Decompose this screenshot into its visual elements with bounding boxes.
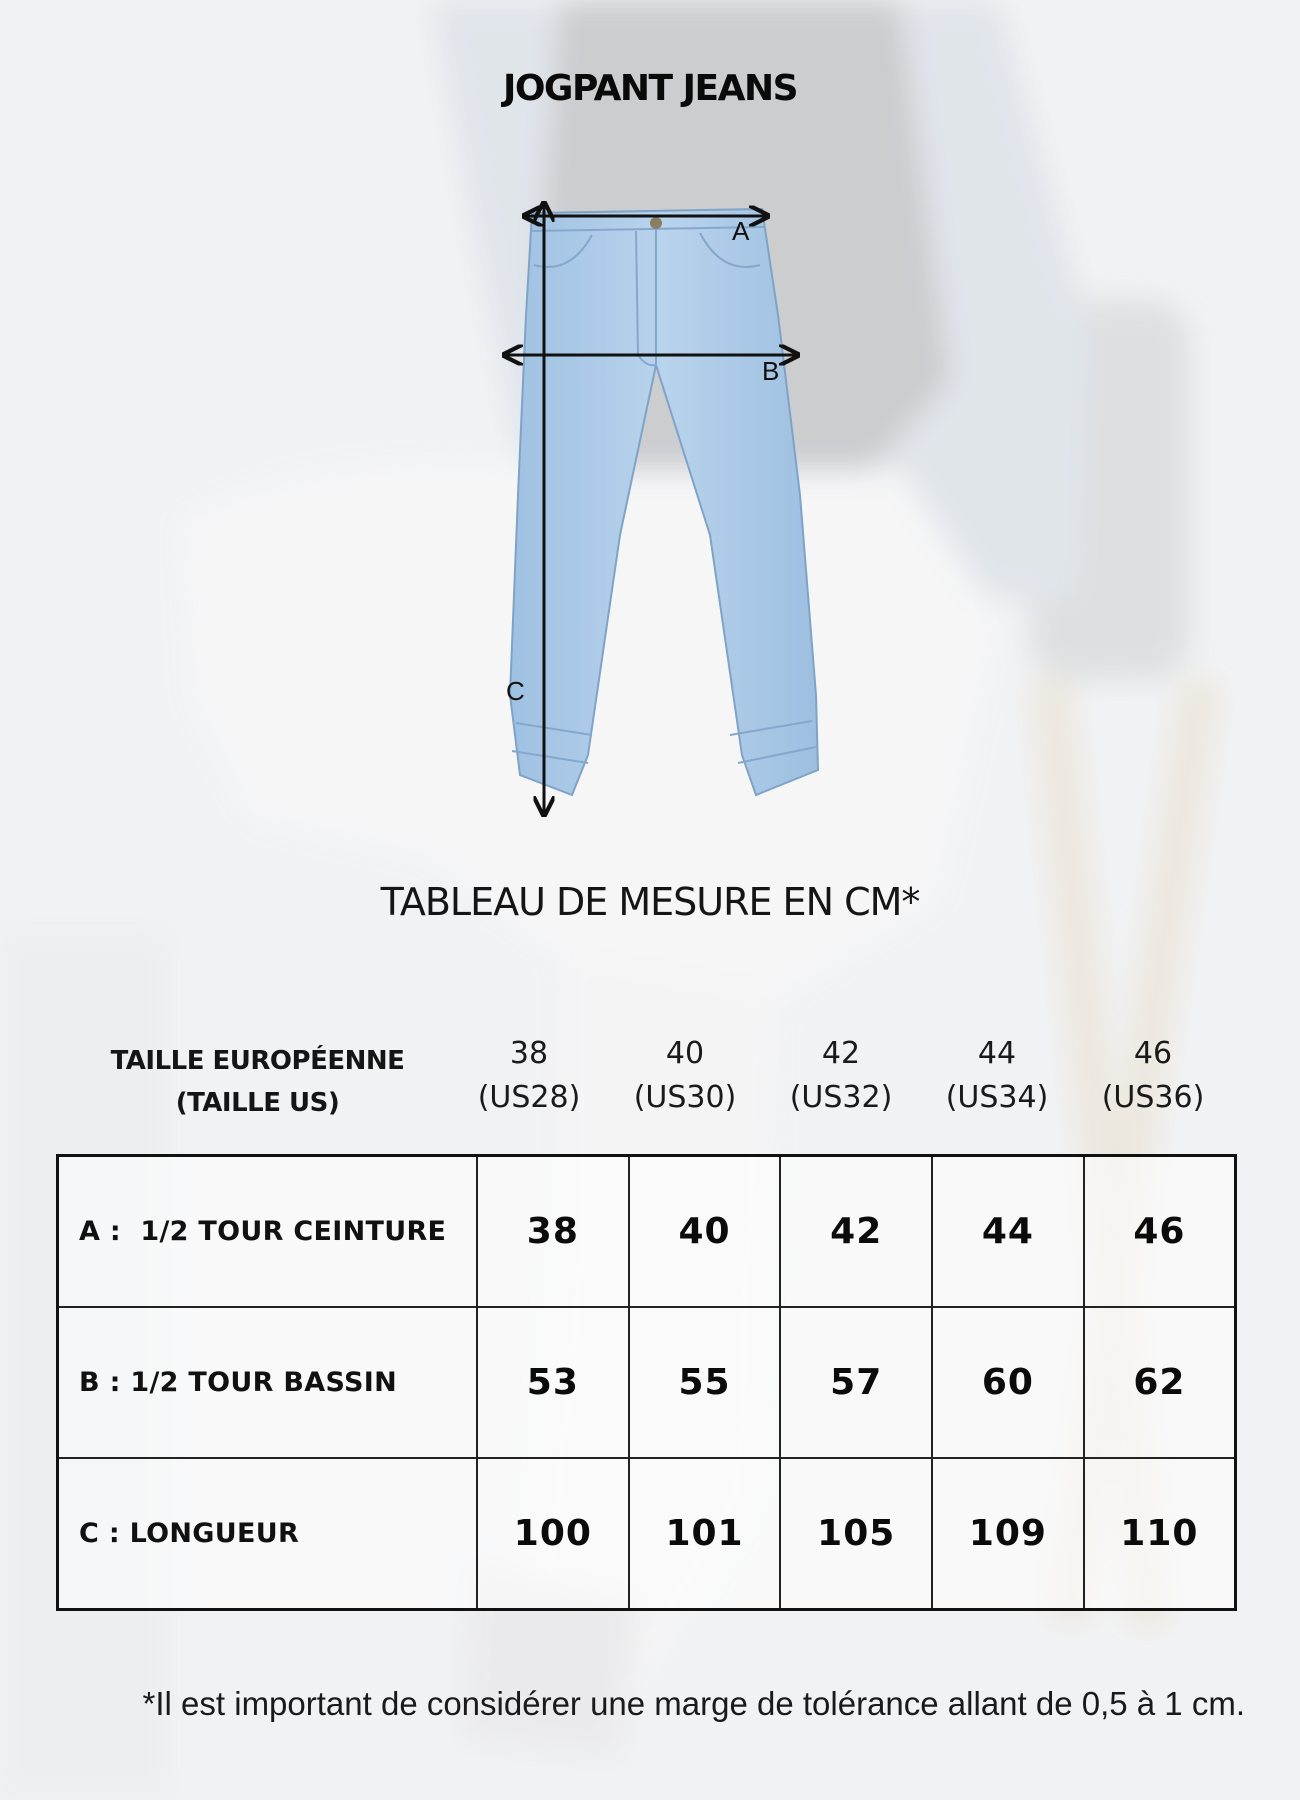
table-cell: 100 bbox=[477, 1458, 629, 1610]
size-eu: 40 bbox=[665, 1036, 705, 1071]
table-row bbox=[58, 1458, 1236, 1610]
table-cell: 38 bbox=[477, 1156, 629, 1308]
table-cell: 42 bbox=[780, 1156, 932, 1308]
size-column-42 bbox=[763, 1032, 919, 1120]
diagram-label-a: A bbox=[732, 216, 750, 246]
table-cell: 105 bbox=[780, 1458, 932, 1610]
size-us: (US28) bbox=[477, 1080, 581, 1115]
table-cell: 62 bbox=[1084, 1307, 1236, 1458]
table-row bbox=[58, 1307, 1236, 1458]
size-header-line1: TAILLE EUROPÉENNE bbox=[110, 1046, 405, 1076]
size-column-38 bbox=[451, 1032, 607, 1120]
size-us: (US32) bbox=[789, 1080, 893, 1115]
size-column-40 bbox=[607, 1032, 763, 1120]
table-cell: 44 bbox=[932, 1156, 1084, 1308]
table-cell: 46 bbox=[1084, 1156, 1236, 1308]
table-row bbox=[58, 1156, 1236, 1308]
size-eu: 42 bbox=[821, 1036, 861, 1071]
table-cell: 60 bbox=[932, 1307, 1084, 1458]
size-us: (US30) bbox=[633, 1080, 737, 1115]
row-label-waist: A : 1/2 TOUR CEINTURE bbox=[58, 1156, 478, 1308]
size-us: (US36) bbox=[1101, 1080, 1205, 1115]
row-label-hip: B : 1/2 TOUR BASSIN bbox=[58, 1307, 478, 1458]
size-header-label bbox=[100, 1040, 415, 1124]
jeans-diagram bbox=[460, 195, 840, 825]
size-eu: 44 bbox=[977, 1036, 1017, 1071]
row-label-length: C : LONGUEUR bbox=[58, 1458, 478, 1610]
table-cell: 53 bbox=[477, 1307, 629, 1458]
table-cell: 101 bbox=[629, 1458, 781, 1610]
table-subtitle: TABLEAU DE MESURE EN CM* bbox=[380, 880, 920, 924]
size-us: (US34) bbox=[945, 1080, 1049, 1115]
table-cell: 55 bbox=[629, 1307, 781, 1458]
size-eu: 46 bbox=[1133, 1036, 1173, 1071]
jeans-illustration bbox=[510, 209, 818, 795]
measurement-table bbox=[56, 1154, 1237, 1611]
table-cell: 40 bbox=[629, 1156, 781, 1308]
size-eu: 38 bbox=[509, 1036, 549, 1071]
table-cell: 57 bbox=[780, 1307, 932, 1458]
size-header-line2: (TAILLE US) bbox=[175, 1088, 340, 1118]
tolerance-footnote: *Il est important de considérer une marge de tolérance allant de 0,5 à 1 cm. bbox=[142, 1685, 1245, 1722]
size-column-44 bbox=[919, 1032, 1075, 1120]
table-cell: 110 bbox=[1084, 1458, 1236, 1610]
table-cell: 109 bbox=[932, 1458, 1084, 1610]
size-column-46 bbox=[1075, 1032, 1231, 1120]
diagram-label-b: B bbox=[762, 356, 780, 386]
page-title: JOGPANT JEANS bbox=[502, 68, 798, 109]
diagram-label-c: C bbox=[506, 676, 525, 706]
